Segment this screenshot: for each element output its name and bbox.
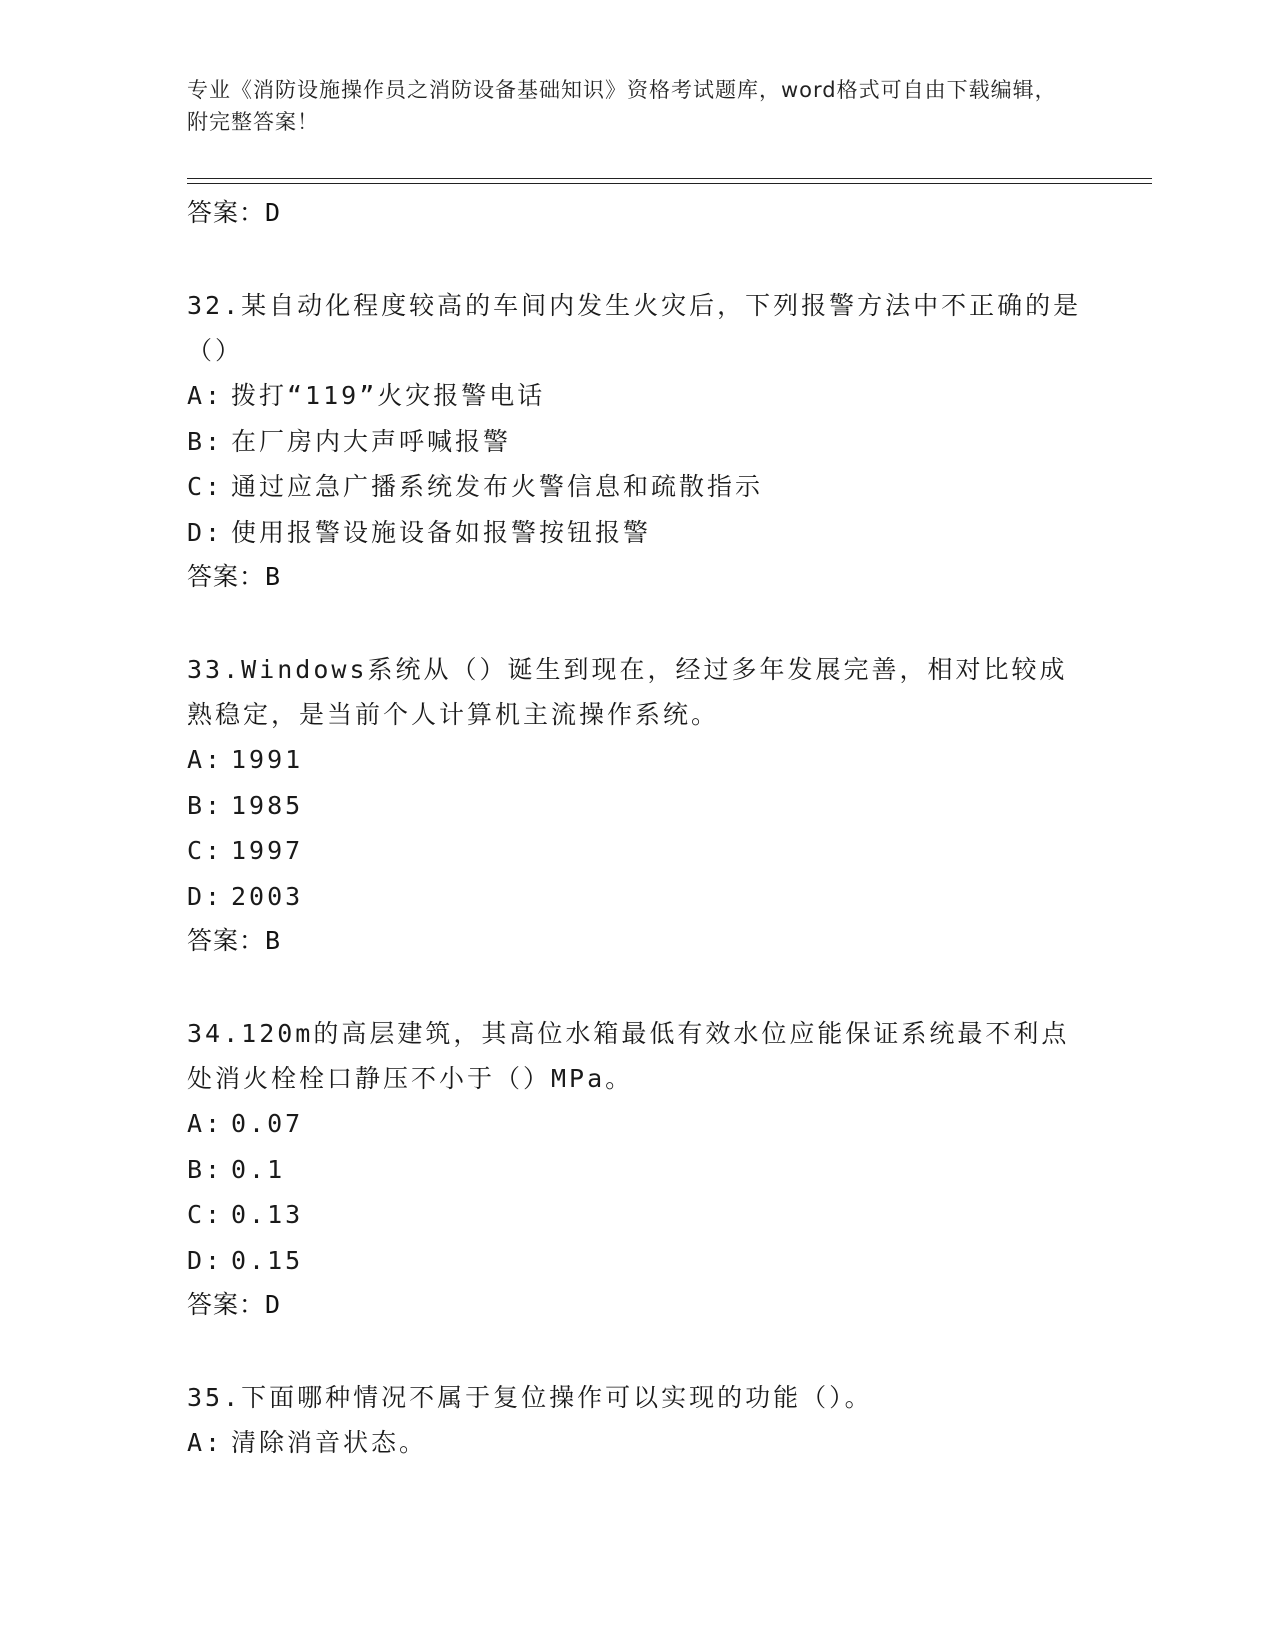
option-text: 0.07 — [231, 1109, 304, 1138]
option-key: A: — [187, 381, 224, 410]
question-text: 34.120m的高层建筑，其高位水箱最低有效水位应能保证系统最不利点处消火栓栓口静压不小于（）MPa。 — [187, 1019, 1070, 1093]
option-b — [187, 783, 1087, 829]
question-text: 35.下面哪种情况不属于复位操作可以实现的功能（）。 — [187, 1383, 873, 1412]
question-block — [187, 647, 1087, 963]
option-text: 2003 — [231, 881, 304, 911]
option-key: A: — [187, 1428, 224, 1457]
option-text: 0.1 — [231, 1154, 286, 1184]
option-d — [187, 510, 1087, 556]
question-text: 32.某自动化程度较高的车间内发生火灾后，下列报警方法中不正确的是（） — [187, 291, 1082, 365]
question-list — [187, 191, 1087, 1466]
option-key: B: — [187, 790, 224, 820]
option-d — [187, 1238, 1087, 1284]
option-text: 使用报警设施设备如报警按钮报警 — [231, 517, 652, 547]
option-key: B: — [187, 426, 224, 456]
answer-line — [187, 191, 1087, 235]
option-text: 1985 — [231, 790, 304, 820]
option-key: C: — [187, 1200, 224, 1229]
option-d — [187, 874, 1087, 920]
option-key: C: — [187, 836, 224, 865]
option-a — [187, 1420, 1087, 1466]
option-b — [187, 419, 1087, 465]
option-text: 1991 — [231, 745, 304, 774]
answer-value: B — [265, 562, 282, 591]
answer-value: D — [265, 198, 282, 227]
answer-line — [187, 919, 1087, 963]
answer-value: D — [265, 1290, 282, 1319]
option-text: 清除消音状态。 — [231, 1428, 428, 1457]
option-a — [187, 737, 1087, 783]
answer-label: 答案： — [187, 562, 266, 591]
header-divider-top — [187, 178, 1152, 179]
option-text: 在厂房内大声呼喊报警 — [231, 426, 512, 456]
option-c — [187, 1192, 1087, 1238]
option-key: C: — [187, 472, 224, 501]
option-key: D: — [187, 517, 224, 547]
option-text: 1997 — [231, 836, 304, 865]
option-a — [187, 1101, 1087, 1147]
answer-value: B — [265, 926, 282, 955]
option-key: D: — [187, 881, 224, 911]
question-text: 33.Windows系统从（）诞生到现在，经过多年发展完善，相对比较成熟稳定，是当前个人计算机主流操作系统。 — [187, 655, 1068, 729]
answer-label: 答案： — [187, 926, 266, 955]
page-header: 专业《消防设施操作员之消防设备基础知识》资格考试题库，word格式可自由下载编辑，附完整答案！ — [187, 78, 1057, 134]
answer-label: 答案： — [187, 198, 266, 227]
question-block — [187, 1375, 1087, 1466]
question-block — [187, 283, 1087, 599]
option-text: 拨打“119”火灾报警电话 — [231, 381, 546, 410]
option-a — [187, 373, 1087, 419]
option-c — [187, 828, 1087, 874]
option-text: 0.15 — [231, 1245, 304, 1275]
option-key: A: — [187, 1109, 224, 1138]
option-text: 通过应急广播系统发布火警信息和疏散指示 — [231, 472, 764, 501]
answer-line — [187, 1283, 1087, 1327]
header-divider-bottom — [187, 183, 1152, 184]
option-key: B: — [187, 1154, 224, 1184]
option-text: 0.13 — [231, 1200, 304, 1229]
answer-label: 答案： — [187, 1290, 266, 1319]
option-b — [187, 1147, 1087, 1193]
question-block — [187, 1011, 1087, 1327]
option-key: D: — [187, 1245, 224, 1275]
option-c — [187, 464, 1087, 510]
option-key: A: — [187, 745, 224, 774]
answer-line — [187, 555, 1087, 599]
